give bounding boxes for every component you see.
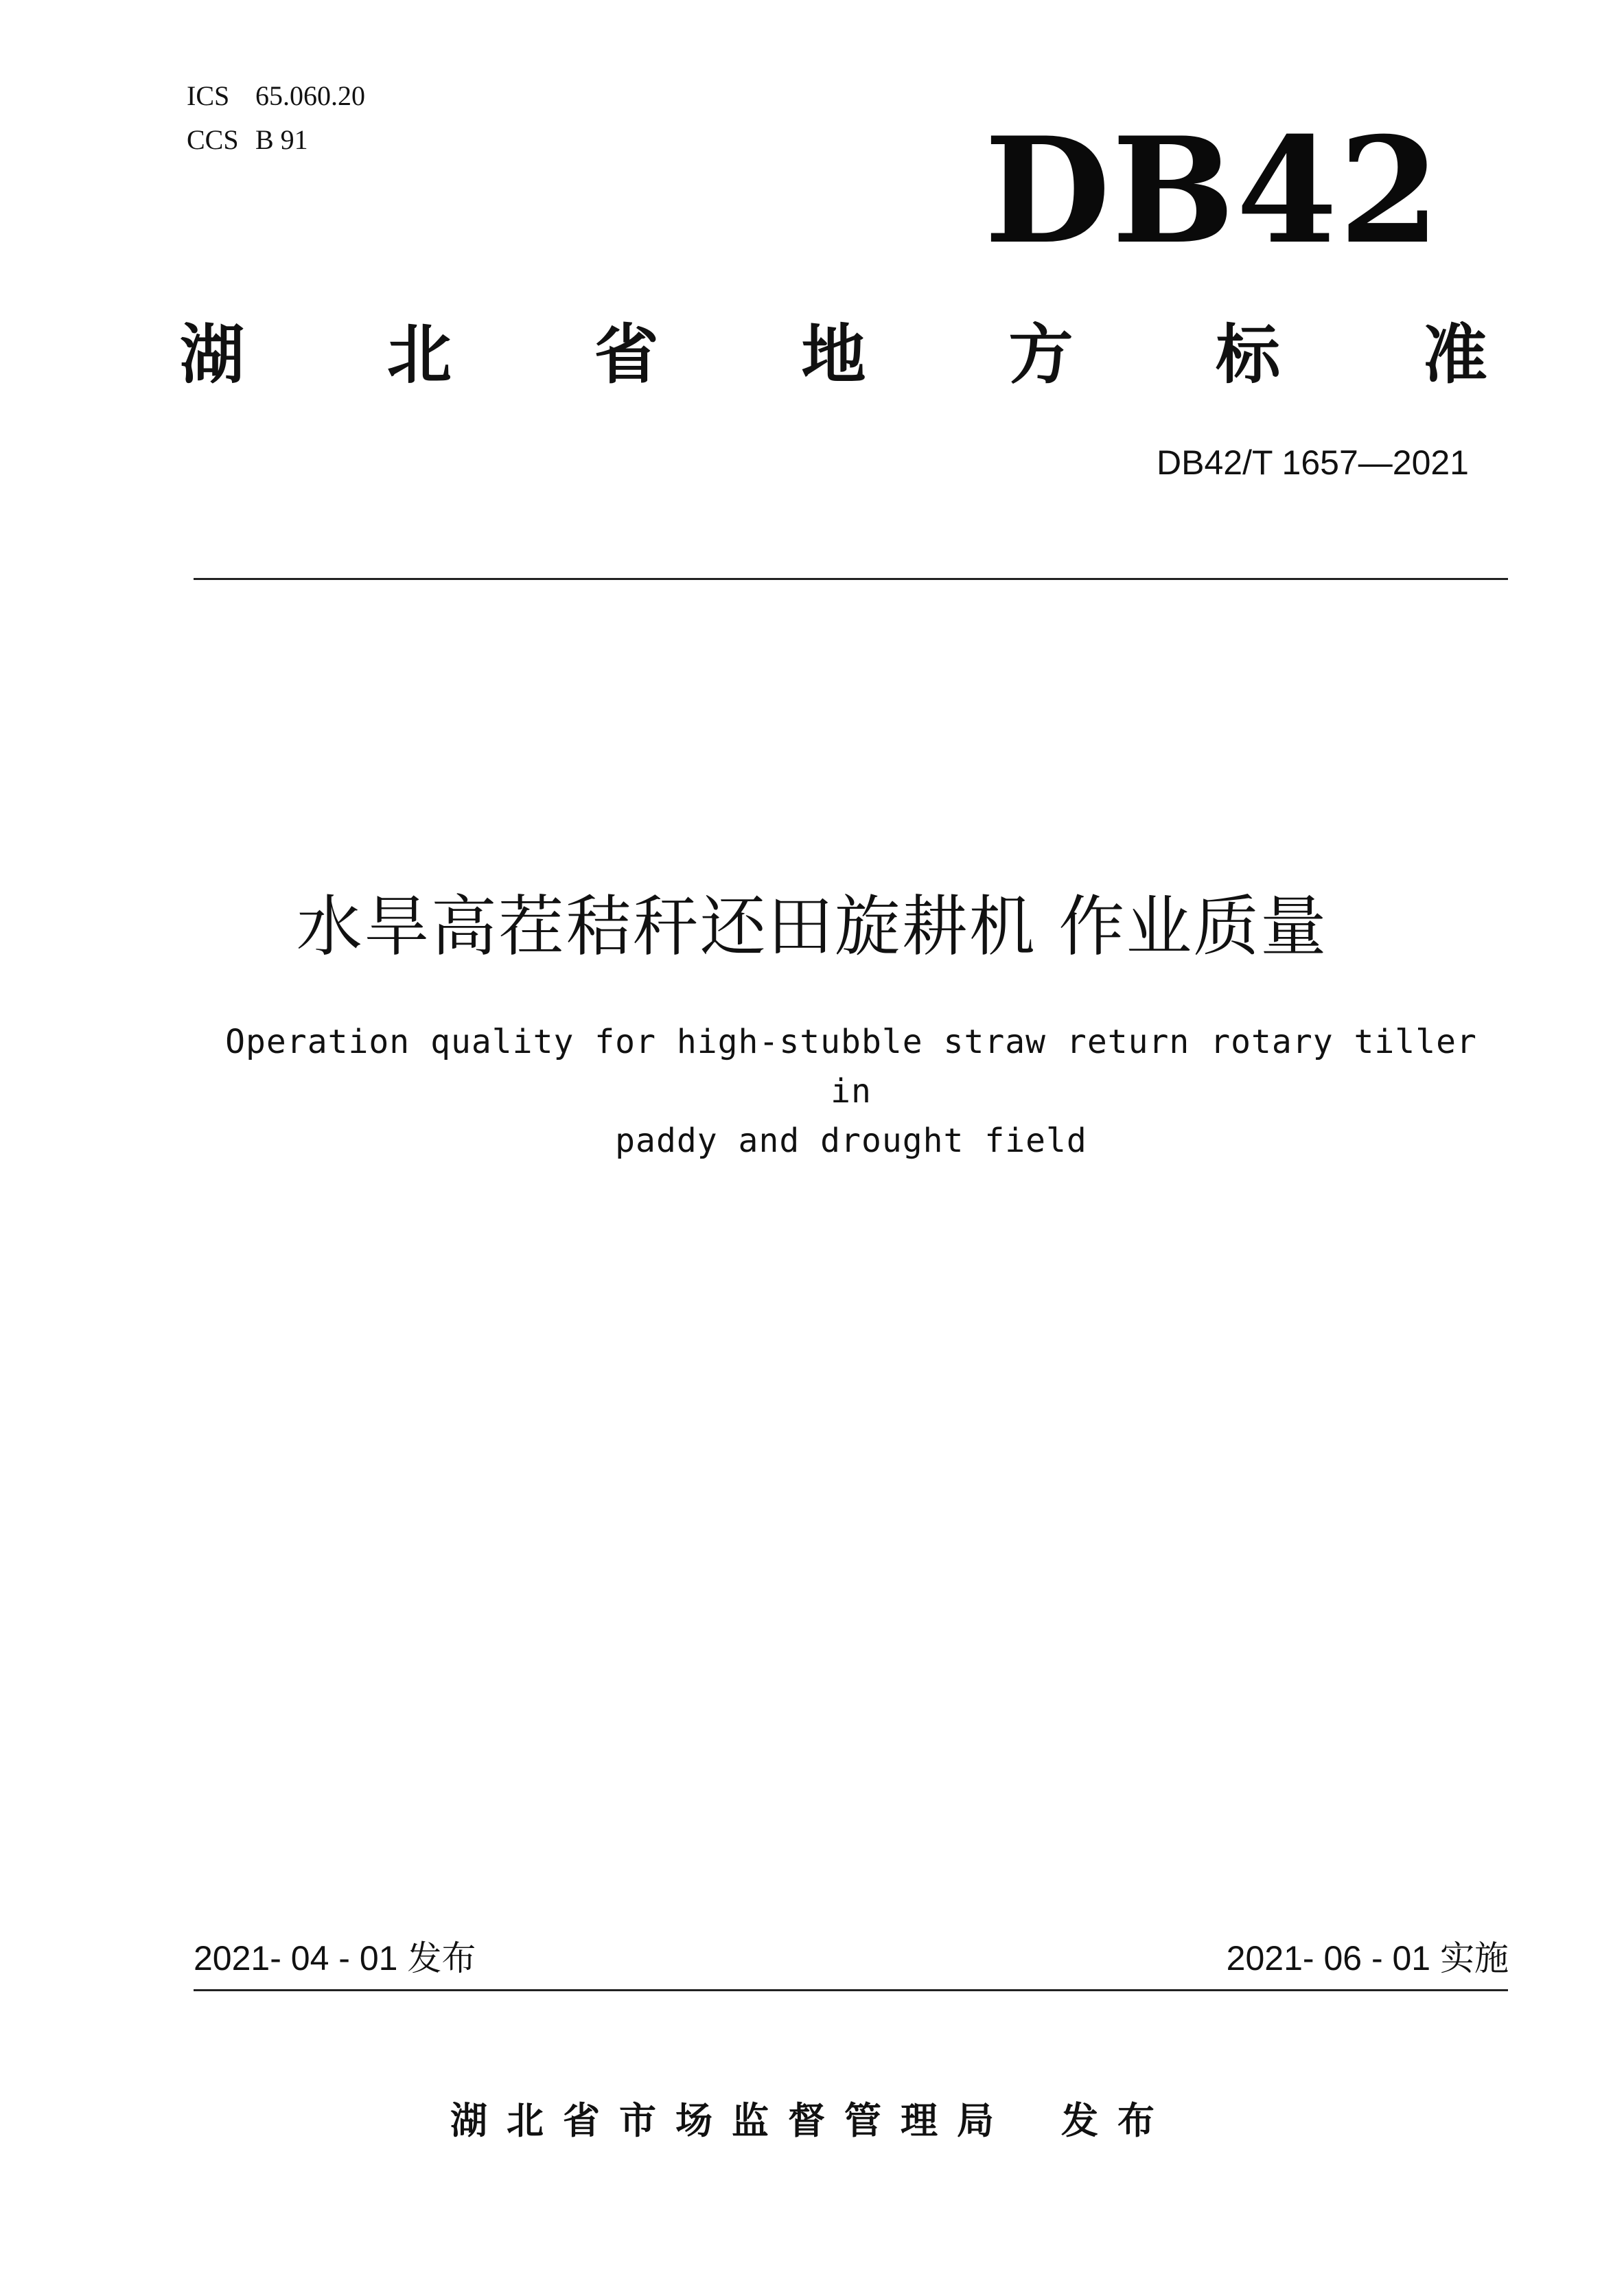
ccs-label: CCS <box>187 124 239 155</box>
standard-level-char: 准 <box>1422 318 1487 393</box>
top-divider <box>194 578 1508 580</box>
standard-number: DB42/T 1657—2021 <box>1157 443 1469 482</box>
issuer-org: 湖北省市场监督管理局 <box>450 2099 1013 2142</box>
issue-date: 2021- 04 - 01 发布 <box>194 1939 476 1978</box>
standard-mark-logo: DB42 <box>984 105 1441 276</box>
standard-level-char: 省 <box>594 318 659 393</box>
document-title-english <box>206 1017 1496 1166</box>
ics-row <box>187 74 365 118</box>
english-title-line-1: Operation quality for high-stubble straw return rotary tiller in <box>225 1023 1477 1111</box>
standard-level-char: 地 <box>801 318 866 393</box>
standard-level-char: 方 <box>1008 318 1074 393</box>
issuer-action: 发布 <box>1061 2099 1174 2142</box>
standard-level-char: 标 <box>1216 318 1281 393</box>
english-title-line-2: paddy and drought field <box>615 1122 1087 1160</box>
document-title-chinese: 水旱高茬秸秆还田旋耕机 作业质量 <box>296 888 1328 965</box>
ics-value: 65.060.20 <box>255 80 365 111</box>
standard-level-heading <box>180 314 1487 397</box>
classification-codes <box>187 74 365 162</box>
bottom-divider <box>194 1989 1508 1991</box>
standard-level-char: 湖 <box>180 318 245 393</box>
ccs-row <box>187 118 365 162</box>
ccs-value: B 91 <box>255 124 308 155</box>
standard-level-char: 北 <box>386 318 452 393</box>
ics-label: ICS <box>187 80 230 111</box>
issuing-authority <box>0 2094 1624 2148</box>
implementation-date: 2021- 06 - 01 实施 <box>1226 1939 1509 1978</box>
